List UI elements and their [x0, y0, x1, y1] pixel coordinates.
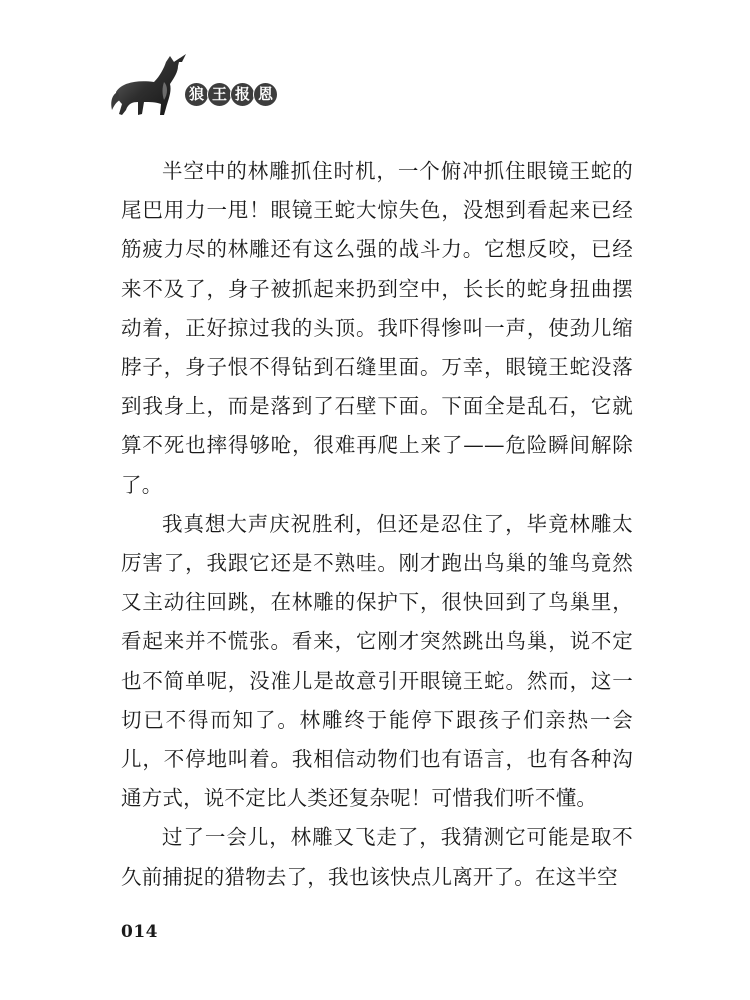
paragraph: 过了一会儿，林雕又飞走了，我猜测它可能是取不久前捕捉的猎物去了，我也该快点儿离开了。在这半空 — [121, 825, 633, 889]
title-char: 狼 — [184, 82, 209, 107]
title-char: 王 — [207, 82, 232, 107]
howling-wolf-icon — [108, 52, 190, 118]
body-text — [121, 152, 633, 897]
title-char: 恩 — [253, 82, 278, 107]
chapter-header — [108, 52, 288, 122]
title-char: 报 — [230, 82, 255, 107]
paragraph: 半空中的林雕抓住时机，一个俯冲抓住眼镜王蛇的尾巴用力一甩！眼镜王蛇大惊失色，没想到看起来已经筋疲力尽的林雕还有这么强的战斗力。它想反咬，已经来不及了，身子被抓起来扔到空中，长长的蛇身扭曲摆动着，正好掠过我的头顶。我吓得惨叫一声，使劲儿缩脖子，身子恨不得钻到石缝里面。万幸，眼镜王蛇没落到我身上，而是落到了石壁下面。下面全是乱石，它就算不死也摔得够呛，很难再爬上来了——危险瞬间解除了。 — [121, 159, 633, 497]
paragraph: 我真想大声庆祝胜利，但还是忍住了，毕竟林雕太厉害了，我跟它还是不熟哇。刚才跑出鸟巢的雏鸟竟然又主动往回跳，在林雕的保护下，很快回到了鸟巢里，看起来并不慌张。看来，它刚才突然跳出鸟巢，说不定也不简单呢，没准儿是故意引开眼镜王蛇。然而，这一切已不得而知了。林雕终于能停下跟孩子们亲热一会儿，不停地叫着。我相信动物们也有语言，也有各种沟通方式，说不定比人类还复杂呢！可惜我们听不懂。 — [121, 511, 633, 811]
page-number: 014 — [121, 922, 158, 942]
chapter-title — [184, 82, 276, 107]
